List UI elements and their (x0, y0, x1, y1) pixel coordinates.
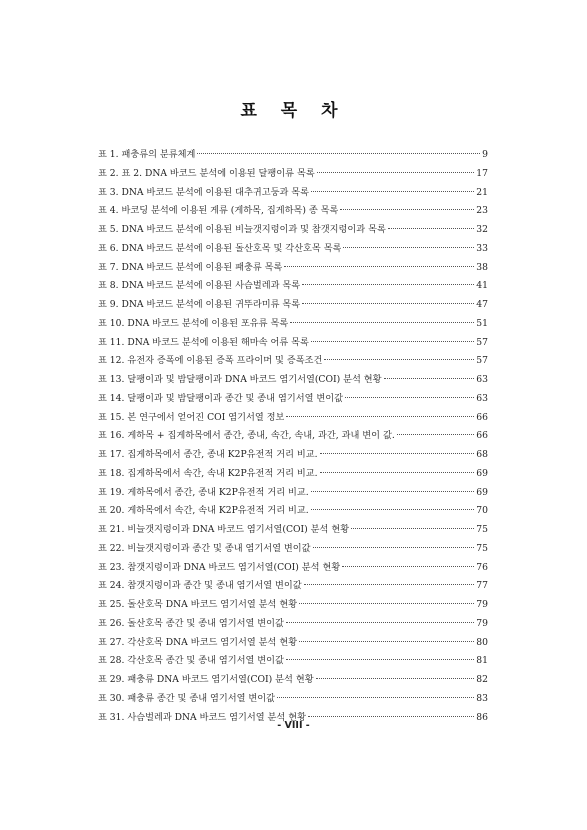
toc-entry[interactable] (98, 390, 488, 409)
toc-entry-title: 표 2. 표 2. DNA 바코드 분석에 이용된 달팽이류 목록 (98, 167, 315, 179)
toc-entry-page: 81 (476, 655, 488, 667)
toc-entry[interactable] (98, 540, 488, 559)
dot-leader (384, 378, 475, 379)
toc-entry-page: 69 (476, 486, 488, 498)
toc-entry-title: 표 26. 돌산호목 종간 및 종내 염기서열 변이값 (98, 617, 284, 629)
toc-entry-page: 51 (476, 317, 488, 329)
toc-entry-page: 57 (476, 355, 488, 367)
toc-entry-title: 표 21. 비늘갯지렁이과 DNA 바코드 염기서열(COI) 분석 현황 (98, 524, 350, 535)
toc-entry-page: 68 (476, 449, 488, 460)
toc-entry-title: 표 27. 각산호목 DNA 바코드 염기서열 분석 현황 (98, 636, 298, 648)
toc-entry-title: 표 6. DNA 바코드 분석에 이용된 돌산호목 및 각산호목 목록 (98, 242, 342, 254)
toc-entry-page: 9 (482, 149, 488, 160)
toc-entry[interactable] (98, 652, 488, 671)
toc-entry-page: 21 (476, 186, 488, 198)
toc-entry[interactable] (98, 484, 488, 503)
toc-entry-page: 82 (476, 674, 488, 685)
toc-entry-page: 41 (476, 280, 488, 292)
toc-entry[interactable] (98, 671, 488, 690)
dot-leader (313, 547, 475, 548)
toc-entry[interactable] (98, 615, 488, 634)
toc-entry-title: 표 17. 집게하목에서 종간, 종내 K2P유전적 거리 비교. (98, 449, 318, 460)
toc-entry[interactable] (98, 221, 488, 240)
toc-entry-title: 표 18. 집게하목에서 속간, 속내 K2P유전적 거리 비교. (98, 467, 318, 479)
toc-entry[interactable] (98, 296, 488, 315)
toc-entry[interactable] (98, 202, 488, 221)
toc-entry[interactable] (98, 184, 488, 203)
toc-entry[interactable] (98, 559, 488, 578)
dot-leader (311, 509, 475, 510)
dot-leader (397, 434, 475, 435)
dot-leader (286, 622, 474, 623)
toc-entry-title: 표 7. DNA 바코드 분석에 이용된 패충류 목록 (98, 261, 283, 273)
dot-leader (308, 716, 474, 717)
toc-entry-title: 표 4. 바코딩 분석에 이용된 게류 (게하목, 집게하목) 종 목록 (98, 205, 339, 217)
toc-entry[interactable] (98, 427, 488, 446)
toc-entry-page: 38 (476, 261, 488, 273)
toc-entry-title: 표 24. 참갯지렁이과 종간 및 종내 염기서열 변이값 (98, 580, 302, 592)
dot-leader (320, 472, 475, 473)
dot-leader (343, 247, 474, 248)
dot-leader (320, 453, 475, 454)
toc-entry-page: 77 (476, 580, 488, 592)
toc-entry-title: 표 20. 게하목에서 속간, 속내 K2P유전적 거리 비교. (98, 505, 309, 517)
dot-leader (345, 397, 474, 398)
toc-entry-title: 표 16. 게하목 + 집게하목에서 종간, 종내, 속간, 속내, 과간, 과내 변이 값. (98, 430, 395, 442)
toc-entry-page: 57 (476, 336, 488, 348)
dot-leader (388, 228, 474, 229)
dot-leader (311, 341, 474, 342)
toc-entry-title: 표 30. 패충류 종간 및 종내 염기서열 변이값 (98, 692, 276, 704)
toc-entry-page: 75 (476, 524, 488, 535)
toc-entry-page: 32 (476, 224, 488, 235)
toc-entry[interactable] (98, 596, 488, 615)
toc-entry[interactable] (98, 690, 488, 709)
toc-entry-page: 83 (476, 692, 488, 704)
dot-leader (342, 566, 474, 567)
toc-entry[interactable] (98, 634, 488, 653)
toc-entry-title: 표 28. 각산호목 종간 및 종내 염기서열 변이값 (98, 655, 284, 667)
dot-leader (351, 528, 474, 529)
toc-entry-title: 표 29. 패충류 DNA 바코드 염기서열(COI) 분석 현황 (98, 674, 314, 685)
toc-entry-title: 표 5. DNA 바코드 분석에 이용된 비늘갯지렁이과 및 참갯지렁이과 목록 (98, 224, 386, 235)
toc-entry[interactable] (98, 259, 488, 278)
toc-entry-page: 86 (476, 711, 488, 723)
dot-leader (290, 322, 474, 323)
toc-entry-title: 표 13. 달팽이과 및 밤달팽이과 DNA 바코드 염기서열(COI) 분석 현황 (98, 374, 382, 385)
toc-entry-title: 표 10. DNA 바코드 분석에 이용된 포유류 목록 (98, 317, 289, 329)
toc-entry-title: 표 9. DNA 바코드 분석에 이용된 귀뚜라미류 목록 (98, 299, 301, 310)
dot-leader (302, 303, 474, 304)
toc-entry-title: 표 11. DNA 바코드 분석에 이용된 해마속 어류 목록 (98, 336, 309, 348)
toc-entry-title: 표 8. DNA 바코드 분석에 이용된 사슴벌레과 목록 (98, 280, 301, 292)
toc-entry[interactable] (98, 577, 488, 596)
toc-entry[interactable] (98, 465, 488, 484)
toc-entry-page: 63 (476, 392, 488, 404)
toc-entry-title: 표 31. 사슴벌레과 DNA 바코드 염기서열 분석 현황 (98, 711, 306, 723)
toc-entry[interactable] (98, 502, 488, 521)
toc-entry-page: 66 (476, 430, 488, 442)
toc-entry[interactable] (98, 315, 488, 334)
toc-entry-title: 표 1. 패충류의 분류체계 (98, 149, 196, 160)
toc-entry[interactable] (98, 165, 488, 184)
toc-entry[interactable] (98, 409, 488, 428)
dot-leader (324, 359, 474, 360)
dot-leader (311, 191, 474, 192)
toc-entry-page: 70 (476, 505, 488, 517)
dot-leader (299, 641, 474, 642)
toc-entry-title: 표 3. DNA 바코드 분석에 이용된 대추귀고둥과 목록 (98, 186, 310, 198)
toc-entry-page: 69 (476, 467, 488, 479)
toc-entry-page: 80 (476, 636, 488, 648)
toc-entry[interactable] (98, 352, 488, 371)
page-number: - VIII - (277, 720, 310, 731)
toc-entry[interactable] (98, 446, 488, 465)
toc-entry[interactable] (98, 371, 488, 390)
toc-entry-title: 표 22. 비늘갯지렁이과 종간 및 종내 염기서열 변이값 (98, 542, 311, 554)
toc-entry-title: 표 14. 달팽이과 및 밤달팽이과 종간 및 종내 염기서열 변이값 (98, 392, 344, 404)
dot-leader (316, 678, 475, 679)
toc-entry-page: 76 (476, 561, 488, 573)
toc-entry[interactable] (98, 521, 488, 540)
toc-entry-title: 표 19. 게하목에서 종간, 종내 K2P유전적 거리 비교. (98, 486, 309, 498)
dot-leader (311, 491, 475, 492)
page-title: 표 목 차 (240, 101, 347, 121)
dot-leader (197, 153, 480, 154)
toc-entry-page: 75 (476, 542, 488, 554)
toc-entry-title: 표 23. 참갯지렁이과 DNA 바코드 염기서열(COI) 분석 현황 (98, 561, 341, 573)
table-of-contents (98, 146, 488, 727)
toc-entry-title: 표 15. 본 연구에서 얻어진 COI 염기서열 정보 (98, 411, 285, 423)
toc-entry[interactable] (98, 146, 488, 165)
dot-leader (317, 172, 475, 173)
toc-entry-page: 66 (476, 411, 488, 423)
toc-entry[interactable] (98, 277, 488, 296)
toc-entry[interactable] (98, 334, 488, 353)
dot-leader (286, 659, 474, 660)
dot-leader (299, 603, 474, 604)
dot-leader (286, 416, 474, 417)
dot-leader (304, 584, 475, 585)
toc-entry-page: 23 (476, 205, 488, 217)
toc-entry-page: 79 (476, 599, 488, 610)
toc-entry-page: 63 (476, 374, 488, 385)
dot-leader (284, 266, 474, 267)
toc-entry-page: 47 (476, 299, 488, 310)
dot-leader (302, 284, 474, 285)
dot-leader (340, 209, 474, 210)
toc-entry-title: 표 12. 유전자 증폭에 이용된 증폭 프라이머 및 증폭조건 (98, 355, 323, 367)
dot-leader (277, 697, 474, 698)
toc-entry-page: 33 (476, 242, 488, 254)
toc-entry[interactable] (98, 240, 488, 259)
toc-entry-page: 17 (476, 167, 488, 179)
toc-entry-page: 79 (476, 617, 488, 629)
toc-entry-title: 표 25. 돌산호목 DNA 바코드 염기서열 분석 현황 (98, 599, 298, 610)
